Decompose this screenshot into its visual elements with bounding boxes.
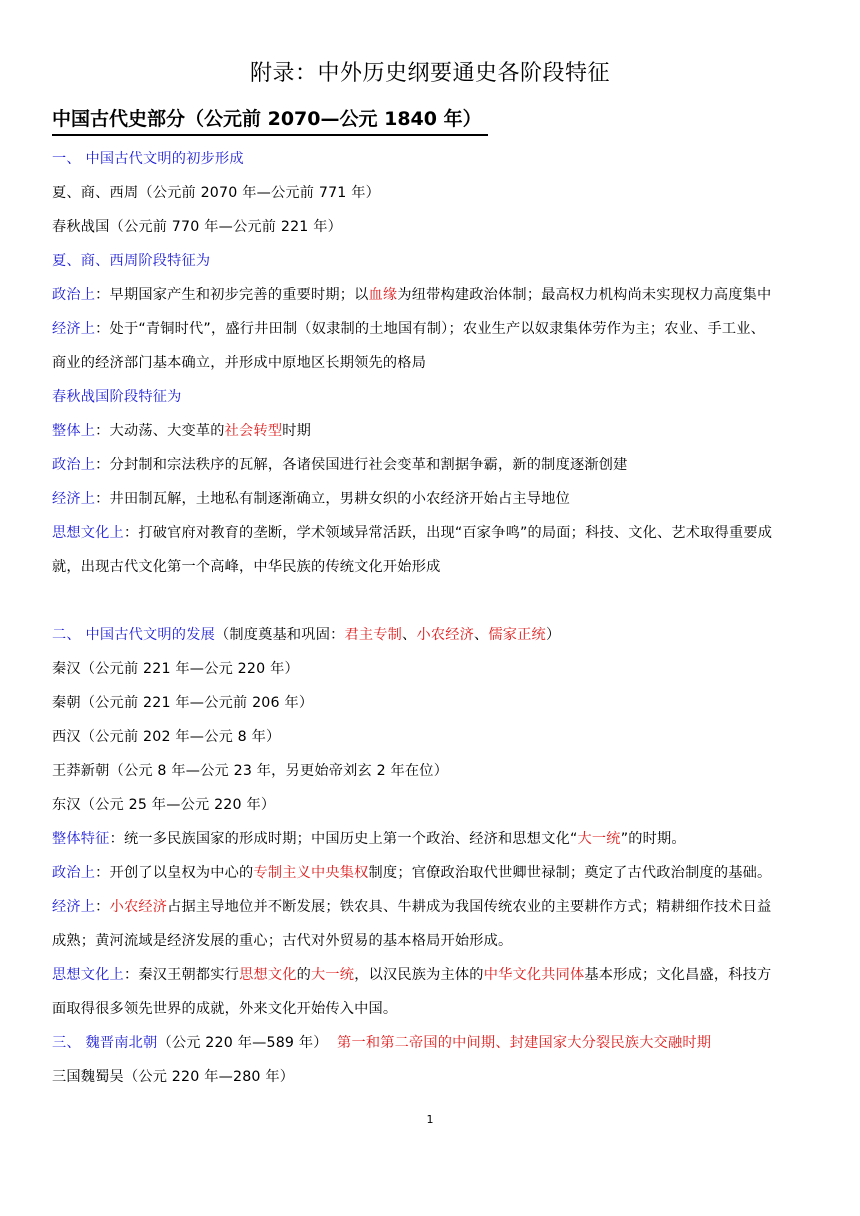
highlight: 中华文化共同体 <box>483 967 585 983</box>
qh-economy-cont: 成熟；黄河流域是经济发展的重心；古代对外贸易的基本格局开始形成。 <box>52 933 513 949</box>
period-xia-shang-zhou: 夏、商、西周（公元前 2070 年—公元前 771 年） <box>52 185 381 201</box>
label: 政治上 <box>52 287 96 303</box>
period: （公元 220 年—589 年） <box>157 1035 328 1051</box>
text: ：井田制瓦解，土地私有制逐渐确立，男耕女织的小农经济开始占主导地位 <box>95 491 570 507</box>
qh-culture-cont: 面取得很多领先世界的成就，外来文化开始传入中国。 <box>52 1001 398 1017</box>
highlight: 君主专制 <box>344 627 403 643</box>
text: ：打破官府对教育的垄断，学术领域异常活跃，出现“百家争鸣”的局面；科技、文化、艺术取得重要成 <box>123 525 773 541</box>
xsz-heading: 夏、商、西周阶段特征为 <box>52 253 211 269</box>
highlight: 第一和第二帝国的中间期、封建国家大分裂民族大交融时期 <box>327 1035 712 1051</box>
cq-heading: 春秋战国阶段特征为 <box>52 389 182 405</box>
cq-overall <box>52 414 812 448</box>
text: 占据主导地位并不断发展；铁农具、牛耕成为我国传统农业的主要耕作方式；精耕细作技术日益 <box>167 899 772 915</box>
period-xihan: 西汉（公元前 202 年—公元 8 年） <box>52 729 281 745</box>
text: ：秦汉王朝都实行 <box>123 967 240 983</box>
highlight: 小农经济 <box>109 899 168 915</box>
document-title: 附录：中外历史纲要通史各阶段特征 <box>249 61 610 86</box>
cq-culture-cont: 就，出现古代文化第一个高峰，中华民族的传统文化开始形成 <box>52 559 441 575</box>
highlight: 社会转型 <box>224 423 283 439</box>
text: 为纽带构建政治体制；最高权力机构尚未实现权力高度集中 <box>397 287 772 303</box>
note: （制度奠基和巩固： <box>214 627 345 643</box>
cq-culture <box>52 516 812 550</box>
text: ：大动荡、大变革的 <box>95 423 225 439</box>
part2-heading <box>52 618 812 652</box>
highlight: 小农经济 <box>416 627 474 643</box>
xsz-politics <box>52 278 812 312</box>
label: 经济上 <box>52 491 96 507</box>
label: 政治上 <box>52 457 96 473</box>
part3-heading <box>52 1026 812 1060</box>
highlight: 思想文化 <box>239 967 297 983</box>
label: 经济上 <box>52 321 96 337</box>
highlight: 专制主义中央集权 <box>253 865 369 881</box>
period-qin-han: 秦汉（公元前 221 年—公元 220 年） <box>52 661 299 677</box>
part1-heading: 一、 中国古代文明的初步形成 <box>52 151 244 167</box>
note: ） <box>545 627 561 643</box>
qh-overall <box>52 822 812 856</box>
highlight: 血缘 <box>368 287 398 303</box>
qh-politics <box>52 856 812 890</box>
text: ：统一多民族国家的形成时期；中国历史上第一个政治、经济和思想文化“ <box>109 831 578 847</box>
label: 思想文化上 <box>52 967 124 983</box>
text: ”的时期。 <box>620 831 686 847</box>
period-qin: 秦朝（公元前 221 年—公元前 206 年） <box>52 695 314 711</box>
text: ：开创了以皇权为中心的 <box>95 865 254 881</box>
text: ： <box>95 899 110 915</box>
qh-economy <box>52 890 812 924</box>
period-sanguo: 三国魏蜀吴（公元 220 年—280 年） <box>52 1069 295 1085</box>
xsz-economy <box>52 312 812 346</box>
qh-culture <box>52 958 812 992</box>
label: 经济上 <box>52 899 96 915</box>
period-donghan: 东汉（公元 25 年—公元 220 年） <box>52 797 276 813</box>
highlight: 儒家正统 <box>488 627 546 643</box>
heading-text: 二、 中国古代文明的发展 <box>52 627 215 643</box>
label: 整体特征 <box>52 831 110 847</box>
text: 制度；官僚政治取代世卿世禄制；奠定了古代政治制度的基础。 <box>368 865 772 881</box>
text: 的 <box>296 967 312 983</box>
text: 基本形成；文化昌盛，科技方 <box>584 967 772 983</box>
page-number: 1 <box>426 1113 434 1126</box>
xsz-economy-cont: 商业的经济部门基本确立，并形成中原地区长期领先的格局 <box>52 355 427 371</box>
period-xin: 王莽新朝（公元 8 年—公元 23 年，另更始帝刘玄 2 年在位） <box>52 763 449 779</box>
label: 政治上 <box>52 865 96 881</box>
highlight: 大一统 <box>311 967 355 983</box>
label: 思想文化上 <box>52 525 124 541</box>
text: 时期 <box>282 423 312 439</box>
text: ：早期国家产生和初步完善的重要时期；以 <box>95 287 369 303</box>
cq-politics <box>52 448 812 482</box>
text: ，以汉民族为主体的 <box>354 967 484 983</box>
text: ：分封制和宗法秩序的瓦解，各诸侯国进行社会变革和割据争霸，新的制度逐渐创建 <box>95 457 628 473</box>
sep: 、 <box>474 627 489 643</box>
highlight: 大一统 <box>577 831 621 847</box>
label: 整体上 <box>52 423 96 439</box>
sep: 、 <box>402 627 417 643</box>
text: ：处于“青铜时代”，盛行井田制（奴隶制的土地国有制）；农业生产以奴隶集体劳作为主；农业、手工业、 <box>95 321 766 337</box>
heading-text: 三、 魏晋南北朝 <box>52 1035 158 1051</box>
period-chunqiu-zhanguo: 春秋战国（公元前 770 年—公元前 221 年） <box>52 219 343 235</box>
cq-economy <box>52 482 812 516</box>
section-title: 中国古代史部分（公元前 2070—公元 1840 年） <box>52 104 488 136</box>
